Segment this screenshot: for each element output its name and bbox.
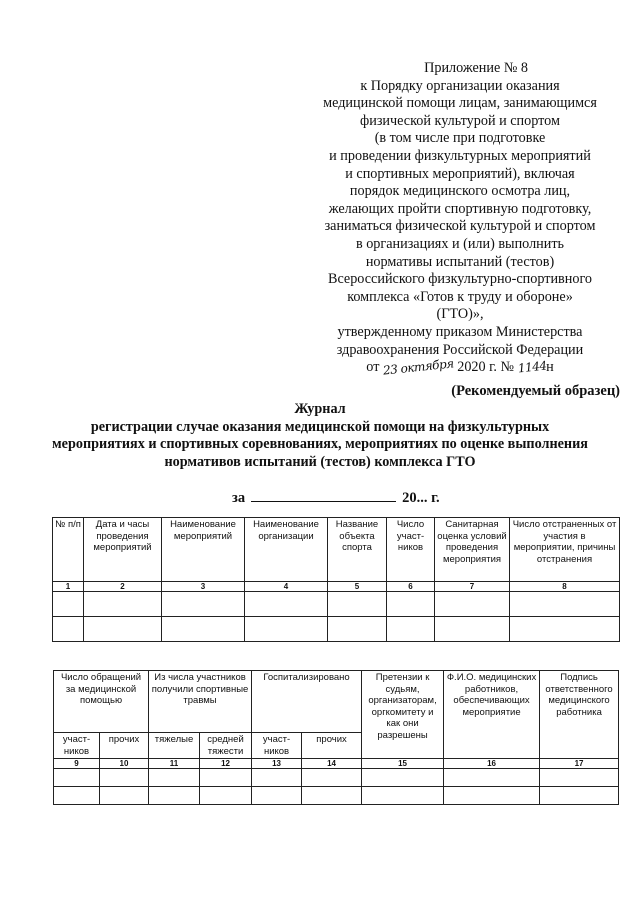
table-cell[interactable] (84, 592, 162, 617)
header-cell: Санитарная оценка условий проведения мероприятия (435, 518, 510, 582)
table-cell[interactable] (200, 787, 252, 805)
column-number: 11 (149, 759, 200, 769)
table-cell[interactable] (100, 787, 149, 805)
journal-subtitle-line: регистрации случае оказания медицинской помощи на физкультурных (90, 418, 550, 435)
subheader-cell: прочих (100, 733, 149, 759)
header-cell-hospitalized: Госпитализировано (252, 671, 362, 733)
appendix-title: Приложение № 8 (424, 60, 528, 76)
column-number: 12 (200, 759, 252, 769)
column-number: 13 (252, 759, 302, 769)
appendix-line: Всероссийского физкультурно-спортивного (327, 271, 593, 288)
column-number: 1 (53, 582, 84, 592)
journal-subtitle-line: нормативов испытаний (тестов) комплекса ГТО (164, 453, 476, 470)
table-header-row (53, 518, 620, 582)
table-cell[interactable] (252, 769, 302, 787)
header-cell: Дата и часы проведения мероприятий (84, 518, 162, 582)
table-cell[interactable] (53, 617, 84, 642)
journal-title-block (20, 401, 620, 471)
appendix-line: комплекса «Готов к труду и обороне» (347, 288, 573, 305)
appendix-line: здравоохранения Российской Федерации (336, 341, 584, 358)
column-number: 10 (100, 759, 149, 769)
period-blank-field[interactable] (251, 489, 396, 502)
handwritten-order-number: 1144 (516, 358, 547, 376)
table-cell[interactable] (387, 617, 435, 642)
column-number: 6 (387, 582, 435, 592)
table-cell[interactable] (362, 787, 444, 805)
column-number: 14 (302, 759, 362, 769)
order-year: 2020 г. № (457, 359, 515, 376)
column-number: 16 (444, 759, 540, 769)
table-cell[interactable] (510, 592, 620, 617)
header-cell: Название объекта спорта (328, 518, 387, 582)
table-cell[interactable] (302, 787, 362, 805)
column-number: 4 (245, 582, 328, 592)
subheader-cell: тяжелые (149, 733, 200, 759)
sample-label: (Рекомендуемый образец) (451, 383, 620, 399)
table-cell[interactable] (162, 592, 245, 617)
table-header-row (54, 671, 619, 733)
column-number: 17 (540, 759, 619, 769)
table-row (53, 592, 620, 617)
header-cell-signature: Подпись ответственного медицинского работника (540, 671, 619, 759)
table-row (54, 787, 619, 805)
table-row (53, 617, 620, 642)
order-line (300, 356, 620, 378)
appendix-line: и проведении физкультурных мероприятий (329, 147, 591, 164)
table-cell[interactable] (444, 769, 540, 787)
handwritten-date: 23 октября (382, 356, 455, 378)
table-cell[interactable] (100, 769, 149, 787)
header-cell-claims: Претензии к судьям, организаторам, оргкомитету и как они разрешены (362, 671, 444, 759)
appendix-line: порядок медицинского осмотра лиц, (349, 183, 571, 200)
table-row (54, 769, 619, 787)
table-cell[interactable] (84, 617, 162, 642)
table-cell[interactable] (245, 592, 328, 617)
header-cell: Наименование мероприятий (162, 518, 245, 582)
appendix-line: заниматься физической культурой и спортом (324, 218, 596, 235)
table-cell[interactable] (387, 592, 435, 617)
appendix-line: в организациях и (или) выполнить (355, 235, 565, 252)
column-number-row (53, 582, 620, 592)
table-cell[interactable] (200, 769, 252, 787)
subheader-cell: прочих (302, 733, 362, 759)
column-number: 5 (328, 582, 387, 592)
appendix-header (300, 60, 620, 377)
column-number: 9 (54, 759, 100, 769)
table-cell[interactable] (510, 617, 620, 642)
column-number: 8 (510, 582, 620, 592)
journal-table-2 (53, 670, 619, 805)
table-cell[interactable] (53, 592, 84, 617)
appendix-line: нормативы испытаний (тестов) (365, 253, 555, 270)
table-cell[interactable] (328, 592, 387, 617)
table-cell[interactable] (328, 617, 387, 642)
appendix-line: физической культурой и спортом (360, 112, 560, 129)
appendix-line: медицинской помощи лицам, занимающимся (323, 95, 597, 112)
column-number-row (54, 759, 619, 769)
subheader-cell: участ-ников (54, 733, 100, 759)
appendix-line: и спортивных мероприятий), включая (345, 165, 575, 182)
table-cell[interactable] (245, 617, 328, 642)
table-cell[interactable] (435, 592, 510, 617)
table-cell[interactable] (444, 787, 540, 805)
subheader-cell: средней тяжести (200, 733, 252, 759)
column-number: 7 (435, 582, 510, 592)
appendix-line: к Порядку организации оказания (360, 77, 560, 94)
period-line (232, 489, 440, 507)
table-cell[interactable] (162, 617, 245, 642)
appendix-line: (ГТО)», (436, 306, 484, 323)
journal-subtitle-line: мероприятиях и спортивных соревнованиях, мероприятиях по оценке выполнения (52, 436, 588, 452)
order-suffix: н (546, 359, 554, 376)
header-cell: Число отстраненных от участия в мероприятии, причины отстранения (510, 518, 620, 582)
journal-table-1 (52, 517, 620, 642)
appendix-line: утвержденному приказом Министерства (337, 323, 583, 340)
order-prefix: от (366, 359, 380, 376)
journal-title: Журнал (294, 401, 346, 417)
appendix-line: желающих пройти спортивную подготовку, (328, 200, 592, 217)
column-number: 15 (362, 759, 444, 769)
header-cell-medics: Ф.И.О. медицинских работников, обеспечивающих мероприятие (444, 671, 540, 759)
header-cell: Наименование организации (245, 518, 328, 582)
appendix-line: (в том числе при подготовке (374, 130, 546, 147)
header-cell: № п/п (53, 518, 84, 582)
table-cell[interactable] (540, 769, 619, 787)
header-cell: Число участ-ников (387, 518, 435, 582)
period-prefix: за (232, 490, 246, 506)
table-cell[interactable] (435, 617, 510, 642)
table-cell[interactable] (540, 787, 619, 805)
table-cell[interactable] (362, 769, 444, 787)
table-cell[interactable] (149, 787, 200, 805)
header-cell-requests: Число обращений за медицинской помощью (54, 671, 149, 733)
table-cell[interactable] (252, 787, 302, 805)
table-cell[interactable] (302, 769, 362, 787)
table-cell[interactable] (149, 769, 200, 787)
column-number: 3 (162, 582, 245, 592)
period-suffix: 20... г. (402, 490, 440, 506)
subheader-cell: участ-ников (252, 733, 302, 759)
table-cell[interactable] (54, 769, 100, 787)
table-cell[interactable] (54, 787, 100, 805)
header-cell-injuries: Из числа участников получили спортивные травмы (149, 671, 252, 733)
column-number: 2 (84, 582, 162, 592)
